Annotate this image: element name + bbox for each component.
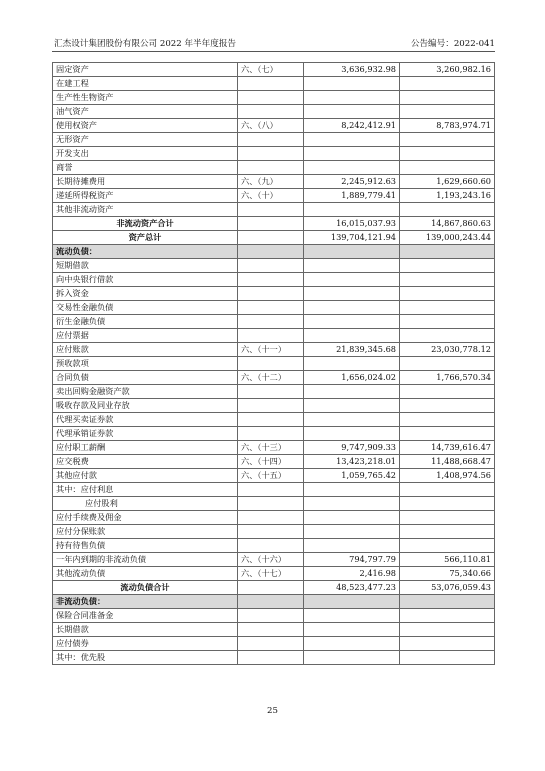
- row-value-current: 21,839,345.68: [304, 343, 400, 357]
- table-row: [53, 357, 495, 371]
- row-value-current: [304, 525, 400, 539]
- balance-sheet-table: [52, 62, 495, 665]
- row-label: 拆入资金: [53, 287, 238, 301]
- row-value-current: [304, 77, 400, 91]
- row-note: [238, 511, 304, 525]
- table-row: [53, 399, 495, 413]
- row-value-current: [304, 637, 400, 651]
- row-note: [238, 357, 304, 371]
- row-value-prior: [400, 203, 495, 217]
- row-value-prior: [400, 301, 495, 315]
- row-note: [238, 623, 304, 637]
- table-row: [53, 567, 495, 581]
- row-label: 应付账款: [53, 343, 238, 357]
- row-note: 六、（八）: [238, 119, 304, 133]
- row-label: 递延所得税资产: [53, 189, 238, 203]
- row-note: [238, 217, 304, 231]
- table-row: [53, 371, 495, 385]
- row-value-current: [304, 609, 400, 623]
- row-value-current: 1,656,024.02: [304, 371, 400, 385]
- row-value-prior: [400, 385, 495, 399]
- row-value-prior: [400, 287, 495, 301]
- row-note: [238, 273, 304, 287]
- row-value-current: [304, 147, 400, 161]
- row-label: 向中央银行借款: [53, 273, 238, 287]
- row-value-prior: [400, 315, 495, 329]
- row-label: 一年内到期的非流动负债: [53, 553, 238, 567]
- row-value-current: [304, 329, 400, 343]
- row-value-current: [304, 511, 400, 525]
- table-row: [53, 539, 495, 553]
- row-note: [238, 231, 304, 245]
- table-row: [53, 161, 495, 175]
- table-row: [53, 273, 495, 287]
- row-label: 应交税费: [53, 455, 238, 469]
- row-label: 短期借款: [53, 259, 238, 273]
- row-value-current: [304, 161, 400, 175]
- row-label: 资产总计: [53, 231, 238, 245]
- row-note: [238, 133, 304, 147]
- row-label: 商誉: [53, 161, 238, 175]
- row-label: 其中：优先股: [53, 651, 238, 665]
- row-value-prior: [400, 511, 495, 525]
- row-label: 应付手续费及佣金: [53, 511, 238, 525]
- row-note: 六、（十）: [238, 189, 304, 203]
- table-row: [53, 469, 495, 483]
- row-note: [238, 329, 304, 343]
- row-value-prior: [400, 651, 495, 665]
- table-row: [53, 315, 495, 329]
- row-label: 开发支出: [53, 147, 238, 161]
- table-row: [53, 343, 495, 357]
- row-label: 无形资产: [53, 133, 238, 147]
- row-label: 使用权资产: [53, 119, 238, 133]
- row-value-prior: 8,783,974.71: [400, 119, 495, 133]
- row-value-current: [304, 497, 400, 511]
- row-note: [238, 147, 304, 161]
- table-row: [53, 217, 495, 231]
- row-label: 流动负债合计: [53, 581, 238, 595]
- row-value-prior: [400, 357, 495, 371]
- row-note: [238, 245, 304, 259]
- table-row: [53, 63, 495, 77]
- row-note: [238, 259, 304, 273]
- row-label: 生产性生物资产: [53, 91, 238, 105]
- row-label: 应付票据: [53, 329, 238, 343]
- row-note: [238, 539, 304, 553]
- row-label: 其他应付款: [53, 469, 238, 483]
- row-note: [238, 595, 304, 609]
- row-note: [238, 483, 304, 497]
- row-value-current: 2,245,912.63: [304, 175, 400, 189]
- row-note: 六、（十六）: [238, 553, 304, 567]
- report-title: 汇杰设计集团股份有限公司 2022 年半年度报告: [54, 39, 237, 49]
- row-label: 保险合同准备金: [53, 609, 238, 623]
- table-row: [53, 553, 495, 567]
- row-label: 在建工程: [53, 77, 238, 91]
- row-note: [238, 315, 304, 329]
- row-note: 六、（十三）: [238, 441, 304, 455]
- table-row: [53, 287, 495, 301]
- row-value-prior: [400, 609, 495, 623]
- row-value-current: [304, 413, 400, 427]
- row-label: 代理承销证券款: [53, 427, 238, 441]
- table-row: [53, 77, 495, 91]
- table-row: [53, 497, 495, 511]
- row-note: [238, 637, 304, 651]
- row-label: 交易性金融负债: [53, 301, 238, 315]
- row-value-prior: 14,867,860.63: [400, 217, 495, 231]
- row-value-current: [304, 385, 400, 399]
- table-row: [53, 595, 495, 609]
- row-value-prior: 53,076,059.43: [400, 581, 495, 595]
- row-note: [238, 161, 304, 175]
- row-value-current: [304, 483, 400, 497]
- row-value-current: 8,242,412.91: [304, 119, 400, 133]
- row-value-current: [304, 245, 400, 259]
- row-label: 代理买卖证券款: [53, 413, 238, 427]
- table-row: [53, 175, 495, 189]
- row-label: 应付股利: [53, 497, 238, 511]
- page-number: 25: [267, 706, 278, 716]
- row-label: 固定资产: [53, 63, 238, 77]
- table-row: [53, 511, 495, 525]
- row-value-current: [304, 539, 400, 553]
- page-header: [52, 37, 495, 52]
- table-row: [53, 623, 495, 637]
- table-row: [53, 455, 495, 469]
- row-value-current: [304, 273, 400, 287]
- row-label: 吸收存款及同业存放: [53, 399, 238, 413]
- table-row: [53, 91, 495, 105]
- row-note: 六、（九）: [238, 175, 304, 189]
- table-row: [53, 203, 495, 217]
- row-note: 六、（十二）: [238, 371, 304, 385]
- row-label: 其他非流动资产: [53, 203, 238, 217]
- table-row: [53, 231, 495, 245]
- row-note: 六、（十五）: [238, 469, 304, 483]
- row-note: [238, 581, 304, 595]
- row-value-current: [304, 203, 400, 217]
- table-row: [53, 147, 495, 161]
- row-value-current: 13,423,218.01: [304, 455, 400, 469]
- row-note: 六、（十七）: [238, 567, 304, 581]
- row-note: [238, 385, 304, 399]
- row-value-prior: [400, 147, 495, 161]
- row-value-current: 139,704,121.94: [304, 231, 400, 245]
- table-row: [53, 105, 495, 119]
- row-label: 合同负债: [53, 371, 238, 385]
- row-label: 持有待售负债: [53, 539, 238, 553]
- row-label: 其他流动负债: [53, 567, 238, 581]
- announcement-number: 公告编号：2022-041: [410, 39, 495, 49]
- table-row: [53, 441, 495, 455]
- row-label: 应付债券: [53, 637, 238, 651]
- row-value-current: 9,747,909.33: [304, 441, 400, 455]
- row-value-prior: [400, 91, 495, 105]
- row-note: [238, 77, 304, 91]
- row-label: 油气资产: [53, 105, 238, 119]
- table-row: [53, 651, 495, 665]
- row-value-prior: [400, 623, 495, 637]
- row-label: 长期借款: [53, 623, 238, 637]
- row-label: 衍生金融负债: [53, 315, 238, 329]
- row-value-current: [304, 399, 400, 413]
- row-value-prior: [400, 259, 495, 273]
- row-value-prior: [400, 497, 495, 511]
- row-note: [238, 609, 304, 623]
- row-note: 六、（七）: [238, 63, 304, 77]
- table-row: [53, 413, 495, 427]
- row-value-prior: 11,488,668.47: [400, 455, 495, 469]
- table-row: [53, 245, 495, 259]
- table-row: [53, 301, 495, 315]
- row-value-prior: 1,766,570.34: [400, 371, 495, 385]
- row-label: 长期待摊费用: [53, 175, 238, 189]
- row-note: [238, 413, 304, 427]
- row-value-prior: 139,000,243.44: [400, 231, 495, 245]
- table-row: [53, 581, 495, 595]
- row-label: 非流动负债：: [53, 595, 238, 609]
- table-row: [53, 133, 495, 147]
- row-note: [238, 497, 304, 511]
- row-note: [238, 287, 304, 301]
- row-value-current: [304, 133, 400, 147]
- row-label: 预收款项: [53, 357, 238, 371]
- row-value-prior: [400, 105, 495, 119]
- row-value-prior: 1,408,974.56: [400, 469, 495, 483]
- row-value-prior: [400, 245, 495, 259]
- row-value-prior: [400, 427, 495, 441]
- row-value-current: 1,889,779.41: [304, 189, 400, 203]
- row-value-current: 48,523,477.23: [304, 581, 400, 595]
- row-value-current: [304, 357, 400, 371]
- row-note: [238, 301, 304, 315]
- row-value-prior: 75,340.66: [400, 567, 495, 581]
- row-value-current: [304, 595, 400, 609]
- row-value-prior: [400, 539, 495, 553]
- row-value-prior: 1,629,660.60: [400, 175, 495, 189]
- row-value-prior: [400, 77, 495, 91]
- row-value-current: [304, 427, 400, 441]
- row-value-current: [304, 259, 400, 273]
- row-value-prior: [400, 413, 495, 427]
- table-row: [53, 525, 495, 539]
- row-note: [238, 651, 304, 665]
- table-row: [53, 609, 495, 623]
- row-note: [238, 427, 304, 441]
- row-value-prior: 3,260,982.16: [400, 63, 495, 77]
- row-value-current: 16,015,037.93: [304, 217, 400, 231]
- row-value-current: 2,416.98: [304, 567, 400, 581]
- row-value-prior: [400, 483, 495, 497]
- row-label: 卖出回购金融资产款: [53, 385, 238, 399]
- table-row: [53, 329, 495, 343]
- row-value-prior: [400, 525, 495, 539]
- row-value-prior: [400, 399, 495, 413]
- row-value-current: 794,797.79: [304, 553, 400, 567]
- row-label: 流动负债：: [53, 245, 238, 259]
- row-note: [238, 203, 304, 217]
- row-value-prior: [400, 329, 495, 343]
- row-label: 其中：应付利息: [53, 483, 238, 497]
- row-value-current: [304, 287, 400, 301]
- row-note: 六、（十四）: [238, 455, 304, 469]
- table-row: [53, 259, 495, 273]
- row-value-current: [304, 315, 400, 329]
- row-value-current: [304, 651, 400, 665]
- table-row: [53, 119, 495, 133]
- table-row: [53, 189, 495, 203]
- row-value-prior: [400, 637, 495, 651]
- table-row: [53, 483, 495, 497]
- row-value-prior: 14,739,616.47: [400, 441, 495, 455]
- row-value-prior: 1,193,243.16: [400, 189, 495, 203]
- row-note: [238, 105, 304, 119]
- row-value-prior: [400, 161, 495, 175]
- row-value-current: 3,636,932.98: [304, 63, 400, 77]
- row-value-prior: [400, 133, 495, 147]
- table-row: [53, 427, 495, 441]
- row-value-current: [304, 91, 400, 105]
- row-value-current: [304, 105, 400, 119]
- row-value-prior: 23,030,778.12: [400, 343, 495, 357]
- row-label: 非流动资产合计: [53, 217, 238, 231]
- table-row: [53, 637, 495, 651]
- row-value-prior: [400, 273, 495, 287]
- row-value-current: [304, 623, 400, 637]
- row-value-current: 1,059,765.42: [304, 469, 400, 483]
- row-note: [238, 91, 304, 105]
- row-value-current: [304, 301, 400, 315]
- row-note: [238, 525, 304, 539]
- row-value-prior: [400, 595, 495, 609]
- table-row: [53, 385, 495, 399]
- row-label: 应付职工薪酬: [53, 441, 238, 455]
- row-value-prior: 566,110.81: [400, 553, 495, 567]
- row-note: 六、（十一）: [238, 343, 304, 357]
- row-note: [238, 399, 304, 413]
- row-label: 应付分保账款: [53, 525, 238, 539]
